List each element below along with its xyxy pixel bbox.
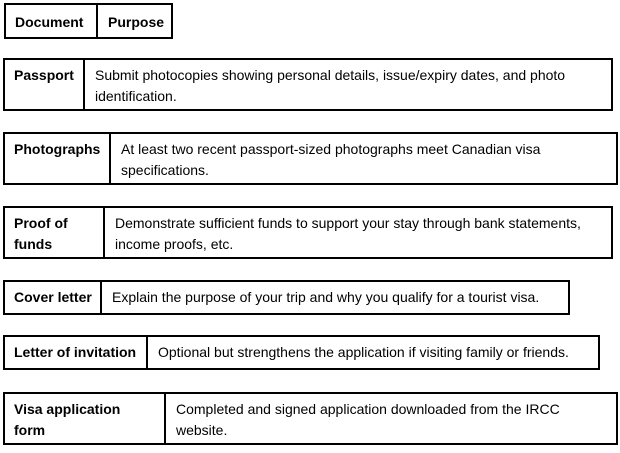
document-cell: Photographs bbox=[5, 134, 111, 183]
table-row-proof-of-funds bbox=[3, 206, 613, 259]
purpose-cell: Explain the purpose of your trip and why you qualify for a tourist visa. bbox=[112, 289, 540, 305]
purpose-cell: At least two recent passport-sized photographs meet Canadian visa specifications. bbox=[121, 141, 541, 178]
table-header bbox=[4, 3, 173, 39]
table-row-passport bbox=[3, 58, 613, 111]
document-cell: Letter of invitation bbox=[5, 337, 148, 368]
purpose-cell: Submit photocopies showing personal details, issue/expiry dates, and photo identification. bbox=[95, 67, 566, 104]
document-cell: Passport bbox=[5, 60, 85, 109]
purpose-cell: Demonstrate sufficient funds to support your stay through bank statements, income proofs, etc. bbox=[115, 215, 581, 252]
purpose-cell: Completed and signed application downloaded from the IRCC website. bbox=[176, 401, 560, 438]
document-cell: Proof of funds bbox=[5, 208, 105, 257]
table-row-photographs bbox=[3, 132, 618, 185]
table-row-cover-letter bbox=[3, 280, 570, 315]
document-cell: Visa application form bbox=[5, 394, 166, 443]
header-cell-purpose: Purpose bbox=[108, 14, 165, 30]
header-cell-document: Document bbox=[6, 5, 98, 37]
document-cell: Cover letter bbox=[5, 282, 102, 313]
table-row-visa-application-form bbox=[3, 392, 618, 445]
purpose-cell: Optional but strengthens the application if visiting family or friends. bbox=[158, 344, 569, 360]
table-row-letter-of-invitation bbox=[3, 335, 600, 370]
